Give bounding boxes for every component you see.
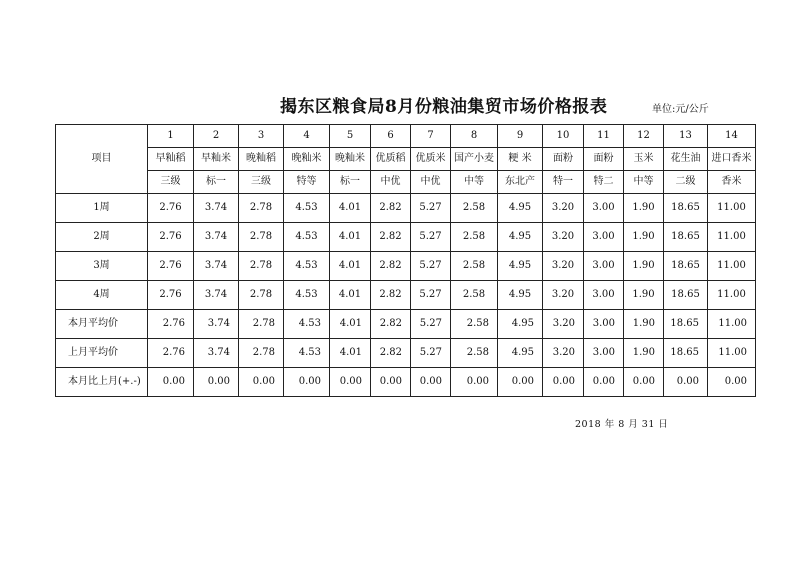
col-num: 14 — [708, 125, 756, 148]
col-name: 进口香米 — [708, 148, 756, 171]
price-table — [55, 124, 756, 397]
row-label: 2周 — [56, 223, 148, 252]
price-cell: 3.74 — [194, 339, 239, 368]
price-cell: 2.78 — [239, 339, 284, 368]
price-cell: 2.76 — [148, 252, 194, 281]
item-header: 项目 — [56, 125, 148, 194]
price-cell: 4.53 — [284, 252, 330, 281]
price-cell: 5.27 — [411, 310, 451, 339]
col-name: 早籼稻 — [148, 148, 194, 171]
price-cell: 4.01 — [330, 310, 371, 339]
price-cell: 2.82 — [371, 310, 411, 339]
price-cell: 4.95 — [498, 194, 543, 223]
price-cell: 3.00 — [584, 252, 624, 281]
col-grade: 东北产 — [498, 171, 543, 194]
price-cell: 2.58 — [451, 339, 498, 368]
col-num: 2 — [194, 125, 239, 148]
price-cell: 11.00 — [708, 194, 756, 223]
price-cell: 4.01 — [330, 223, 371, 252]
price-cell: 4.01 — [330, 252, 371, 281]
col-num: 5 — [330, 125, 371, 148]
col-num: 10 — [543, 125, 584, 148]
price-cell: 3.00 — [584, 223, 624, 252]
col-grade: 二级 — [664, 171, 708, 194]
price-cell: 2.76 — [148, 339, 194, 368]
col-grade: 三级 — [148, 171, 194, 194]
price-cell: 4.95 — [498, 252, 543, 281]
price-cell: 2.58 — [451, 252, 498, 281]
price-cell: 0.00 — [451, 368, 498, 397]
col-name: 优质稻 — [371, 148, 411, 171]
price-cell: 0.00 — [330, 368, 371, 397]
col-num: 4 — [284, 125, 330, 148]
row-label: 1周 — [56, 194, 148, 223]
unit-label: 单位:元/公斤 — [652, 104, 709, 115]
price-cell: 2.58 — [451, 194, 498, 223]
report-date: 2018 年 8 月 31 日 — [575, 419, 669, 430]
price-cell: 4.53 — [284, 223, 330, 252]
price-cell: 3.20 — [543, 223, 584, 252]
price-cell: 0.00 — [708, 368, 756, 397]
price-cell: 5.27 — [411, 194, 451, 223]
price-cell: 2.78 — [239, 252, 284, 281]
col-num: 3 — [239, 125, 284, 148]
col-num: 6 — [371, 125, 411, 148]
header-name-row — [56, 148, 756, 171]
price-cell: 11.00 — [708, 223, 756, 252]
price-cell: 0.00 — [148, 368, 194, 397]
header-number-row — [56, 125, 756, 148]
col-grade: 特等 — [284, 171, 330, 194]
price-cell: 3.20 — [543, 339, 584, 368]
col-grade: 中优 — [371, 171, 411, 194]
price-cell: 4.95 — [498, 310, 543, 339]
price-cell: 4.95 — [498, 281, 543, 310]
col-num: 9 — [498, 125, 543, 148]
col-name: 面粉 — [543, 148, 584, 171]
price-rows — [56, 194, 756, 397]
price-cell: 11.00 — [708, 252, 756, 281]
table-row — [56, 223, 756, 252]
col-num: 7 — [411, 125, 451, 148]
price-cell: 18.65 — [664, 339, 708, 368]
col-name: 优质米 — [411, 148, 451, 171]
table-row — [56, 368, 756, 397]
price-cell: 2.82 — [371, 223, 411, 252]
price-cell: 3.74 — [194, 281, 239, 310]
table-row — [56, 339, 756, 368]
price-cell: 1.90 — [624, 281, 664, 310]
price-cell: 5.27 — [411, 281, 451, 310]
price-cell: 3.74 — [194, 310, 239, 339]
price-cell: 1.90 — [624, 339, 664, 368]
col-num: 12 — [624, 125, 664, 148]
col-grade: 中等 — [451, 171, 498, 194]
price-cell: 2.76 — [148, 223, 194, 252]
price-cell: 3.20 — [543, 194, 584, 223]
price-cell: 2.58 — [451, 223, 498, 252]
price-cell: 4.53 — [284, 281, 330, 310]
price-cell: 3.00 — [584, 194, 624, 223]
price-cell: 4.95 — [498, 223, 543, 252]
price-cell: 0.00 — [194, 368, 239, 397]
price-cell: 0.00 — [371, 368, 411, 397]
price-cell: 18.65 — [664, 223, 708, 252]
row-label: 3周 — [56, 252, 148, 281]
table-row — [56, 281, 756, 310]
col-num: 11 — [584, 125, 624, 148]
price-cell: 4.53 — [284, 339, 330, 368]
col-name: 早籼米 — [194, 148, 239, 171]
col-grade: 中等 — [624, 171, 664, 194]
price-cell: 4.53 — [284, 194, 330, 223]
price-cell: 4.01 — [330, 281, 371, 310]
col-name: 晚籼稻 — [239, 148, 284, 171]
price-cell: 11.00 — [708, 281, 756, 310]
row-label: 本月比上月(+.-) — [56, 368, 148, 397]
report-title: 揭东区粮食局8月份粮油集贸市场价格报表 — [280, 97, 608, 117]
price-cell: 18.65 — [664, 281, 708, 310]
price-cell: 1.90 — [624, 310, 664, 339]
price-cell: 0.00 — [624, 368, 664, 397]
table-row — [56, 252, 756, 281]
table-row — [56, 310, 756, 339]
price-cell: 18.65 — [664, 310, 708, 339]
price-cell: 0.00 — [664, 368, 708, 397]
price-cell: 2.78 — [239, 194, 284, 223]
price-cell: 0.00 — [411, 368, 451, 397]
col-grade: 特一 — [543, 171, 584, 194]
price-cell: 4.53 — [284, 310, 330, 339]
price-cell: 18.65 — [664, 194, 708, 223]
price-cell: 0.00 — [584, 368, 624, 397]
price-cell: 1.90 — [624, 223, 664, 252]
price-cell: 2.78 — [239, 310, 284, 339]
header-grade-row — [56, 171, 756, 194]
price-cell: 2.76 — [148, 310, 194, 339]
price-cell: 11.00 — [708, 310, 756, 339]
col-name: 晚籼米 — [284, 148, 330, 171]
price-cell: 1.90 — [624, 194, 664, 223]
price-cell: 2.78 — [239, 281, 284, 310]
price-cell: 5.27 — [411, 339, 451, 368]
price-cell: 2.82 — [371, 252, 411, 281]
price-cell: 2.82 — [371, 194, 411, 223]
col-grade: 中优 — [411, 171, 451, 194]
price-cell: 2.82 — [371, 281, 411, 310]
row-label: 本月平均价 — [56, 310, 148, 339]
price-cell: 2.76 — [148, 194, 194, 223]
col-num: 8 — [451, 125, 498, 148]
table-row — [56, 194, 756, 223]
price-cell: 0.00 — [498, 368, 543, 397]
price-cell: 2.82 — [371, 339, 411, 368]
col-name: 粳 米 — [498, 148, 543, 171]
price-cell: 1.90 — [624, 252, 664, 281]
price-cell: 3.00 — [584, 310, 624, 339]
col-grade: 标一 — [194, 171, 239, 194]
col-grade: 特二 — [584, 171, 624, 194]
price-cell: 3.20 — [543, 281, 584, 310]
price-cell: 18.65 — [664, 252, 708, 281]
price-cell: 2.76 — [148, 281, 194, 310]
col-name: 晚籼米 — [330, 148, 371, 171]
price-cell: 4.01 — [330, 339, 371, 368]
col-grade: 标一 — [330, 171, 371, 194]
price-cell: 2.78 — [239, 223, 284, 252]
col-grade: 香米 — [708, 171, 756, 194]
col-num: 1 — [148, 125, 194, 148]
price-cell: 2.58 — [451, 310, 498, 339]
row-label: 上月平均价 — [56, 339, 148, 368]
price-cell: 0.00 — [284, 368, 330, 397]
price-cell: 3.00 — [584, 281, 624, 310]
price-cell: 2.58 — [451, 281, 498, 310]
price-cell: 0.00 — [543, 368, 584, 397]
price-cell: 5.27 — [411, 252, 451, 281]
price-cell: 4.01 — [330, 194, 371, 223]
col-name: 国产小麦 — [451, 148, 498, 171]
price-cell: 3.20 — [543, 252, 584, 281]
price-cell: 4.95 — [498, 339, 543, 368]
col-num: 13 — [664, 125, 708, 148]
price-cell: 3.74 — [194, 252, 239, 281]
price-cell: 3.20 — [543, 310, 584, 339]
col-name: 面粉 — [584, 148, 624, 171]
price-cell: 5.27 — [411, 223, 451, 252]
col-name: 玉米 — [624, 148, 664, 171]
price-cell: 3.74 — [194, 223, 239, 252]
price-cell: 3.00 — [584, 339, 624, 368]
price-cell: 11.00 — [708, 339, 756, 368]
row-label: 4周 — [56, 281, 148, 310]
col-name: 花生油 — [664, 148, 708, 171]
col-grade: 三级 — [239, 171, 284, 194]
price-cell: 0.00 — [239, 368, 284, 397]
price-cell: 3.74 — [194, 194, 239, 223]
